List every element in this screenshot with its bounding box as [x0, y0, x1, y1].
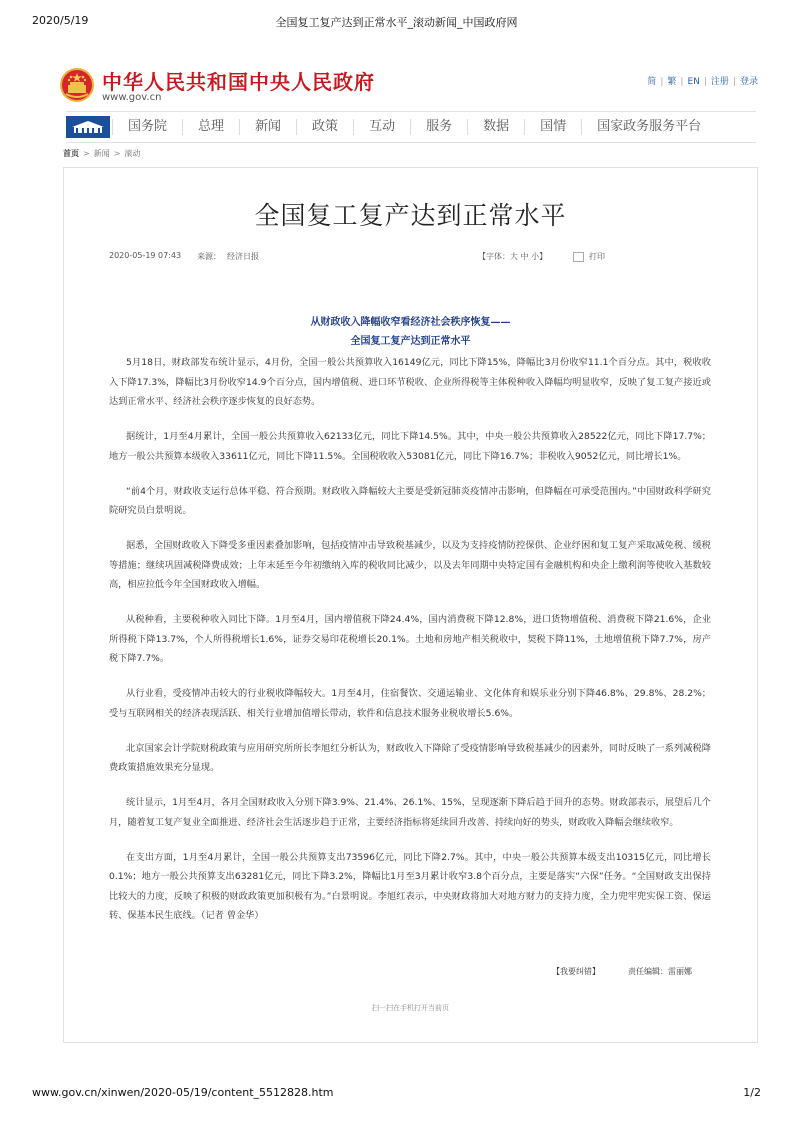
- paragraph: 5月18日，财政部发布统计显示，4月份，全国一般公共预算收入16149亿元，同比下降15%，降幅比3月份收窄11.1个百分点。其中，税收收入下降17.3%，降幅比3月份收窄14.9个百分点，国内增值税、进口环节税收、企业所得税等主体税种收入降幅均明显收窄，反映了复工复产接近或达到正常水平、经济社会秩序逐步恢复的良好态势。: [109, 357, 711, 407]
- print-button[interactable]: 打印: [589, 252, 605, 261]
- printer-icon[interactable]: [573, 252, 584, 262]
- nav-item-state-council[interactable]: 国务院: [112, 119, 182, 135]
- page-number: 1/2: [743, 1086, 761, 1099]
- print-header: [32, 14, 761, 30]
- source-name: 经济日报: [227, 252, 259, 261]
- print-url: www.gov.cn/xinwen/2020-05/19/content_5512828.htm: [32, 1086, 334, 1099]
- article-body: [109, 353, 711, 941]
- article-footer: [109, 966, 709, 978]
- site-name[interactable]: 中华人民共和国中央人民政府: [102, 70, 375, 94]
- nav-item-interaction[interactable]: 互动: [353, 119, 410, 135]
- divider: |: [660, 77, 664, 87]
- link-simplified[interactable]: 简: [647, 77, 657, 87]
- source-label: 来源：: [197, 252, 221, 261]
- breadcrumb-rolling[interactable]: 滚动: [124, 149, 141, 158]
- print-footer: [32, 1086, 761, 1102]
- subheading-line-1: 从财政收入降幅收窄看经济社会秩序恢复——: [310, 317, 511, 328]
- nav-item-services[interactable]: 服务: [410, 119, 467, 135]
- breadcrumb-home[interactable]: 首页: [63, 149, 79, 158]
- link-traditional[interactable]: 繁: [667, 77, 677, 87]
- nav-items: [112, 112, 756, 142]
- breadcrumb: [63, 148, 140, 159]
- paragraph: 北京国家会计学院财税政策与应用研究所所长李旭红分析认为，财政收入下降除了受疫情影响导致税基减少的因素外，同时反映了一系列减税降费政策措施效果充分显现。: [109, 742, 711, 773]
- nav-item-premier[interactable]: 总理: [182, 119, 239, 135]
- chevron-right-icon: >: [113, 149, 121, 158]
- link-login[interactable]: 登录: [739, 77, 758, 87]
- print-page-title: 全国复工复产达到正常水平_滚动新闻_中国政府网: [275, 16, 518, 29]
- subheading-line-2: 全国复工复产达到正常水平: [350, 336, 471, 347]
- paragraph: “前4个月，财政收支运行总体平稳、符合预期。财政收入降幅较大主要是受新冠肺炎疫情冲击影响，但降幅在可承受范围内。”中国财政科学研究院研究员白景明说。: [109, 485, 711, 516]
- breadcrumb-news[interactable]: 新闻: [93, 149, 110, 158]
- report-error-link[interactable]: 【我要纠错】: [552, 967, 600, 976]
- nav-item-national-profile[interactable]: 国情: [524, 119, 581, 135]
- qr-caption: 扫一扫在手机打开当前页: [372, 1004, 449, 1012]
- article-meta: [109, 251, 709, 263]
- publish-date: 2020-05-19 07:43: [109, 251, 182, 260]
- divider: |: [680, 77, 684, 87]
- main-nav: [66, 111, 756, 143]
- article-subheading: [63, 313, 758, 351]
- article-title: 全国复工复产达到正常水平: [254, 201, 567, 230]
- paragraph: 据统计，1月至4月累计，全国一般公共预算收入62133亿元，同比下降14.5%。其中，中央一般公共预算收入28522亿元，同比下降17.7%；地方一般公共预算本级收入33611亿元，同比下降11.5%。全国税收收入53081亿元，同比下降16.7%；非税收入9052亿元，同比增长1%。: [109, 431, 711, 462]
- responsible-editor: 责任编辑：雷丽娜: [628, 967, 692, 976]
- nav-item-service-platform[interactable]: 国家政务服务平台: [581, 119, 716, 135]
- building-icon[interactable]: [66, 116, 110, 138]
- link-register[interactable]: 注册: [710, 77, 729, 87]
- site-header: [60, 66, 760, 106]
- paragraph: 据悉，全国财政收入下降受多重因素叠加影响，包括疫情冲击导致税基减少，以及为支持疫情防控保供、企业纾困和复工复产采取减免税、缓税等措施；继续巩固减税降费成效；上年末延至今年初缴纳入库的税收同比减少，以及去年同期中央特定国有金融机构和央企上缴利润等使收入基数较高，相应拉低今年全国财政收入增幅。: [109, 540, 711, 590]
- print-date: 2020/5/19: [32, 14, 89, 27]
- site-domain: www.gov.cn: [102, 92, 162, 103]
- nav-item-news[interactable]: 新闻: [239, 119, 296, 135]
- paragraph: 从税种看，主要税种收入同比下降。1月至4月，国内增值税下降24.4%，国内消费税下降12.8%，进口货物增值税、消费税下降21.6%，企业所得税下降13.7%，个人所得税增长1.6%，证券交易印花税增长20.1%。土地和房地产相关税收中，契税下降11%，土地增值税下降7.7%，房产税下降7.7%。: [109, 614, 711, 664]
- nav-item-policy[interactable]: 政策: [296, 119, 353, 135]
- paragraph: 在支出方面，1月至4月累计，全国一般公共预算支出73596亿元，同比下降2.7%。其中，中央一般公共预算本级支出10315亿元，同比增长0.1%；地方一般公共预算支出63281亿元，同比下降3.2%，降幅比1月至3月累计收窄3.8个百分点，主要是落实“六保”任务。“全国财政支出保持比较大的力度，反映了积极的财政政策更加积极有为。”白景明说。李旭红表示，中央财政将加大对地方财力的支持力度，全力兜牢兜实保工资、保运转、保基本民生底线。（记者 曾金华）: [109, 851, 711, 921]
- chevron-right-icon: >: [83, 149, 90, 158]
- paragraph: 从行业看，受疫情冲击较大的行业税收降幅较大。1月至4月，住宿餐饮、交通运输业、文化体育和娱乐业分别下降46.8%、29.8%、28.2%；受与互联网相关的经济表现活跃、相关行业增加值增长带动，软件和信息技术服务业税收增长5.6%。: [109, 688, 711, 719]
- national-emblem-icon[interactable]: [60, 68, 94, 102]
- divider: |: [732, 77, 736, 87]
- divider: |: [703, 77, 707, 87]
- font-size-control[interactable]: 【字体：大 中 小】: [478, 252, 548, 261]
- paragraph: 统计显示，1月至4月，各月全国财政收入分别下降3.9%、21.4%、26.1%、15%，呈现逐渐下降后趋于回升的态势。财政部表示，展望后几个月，随着复工复产复业全面推进、经济社会生活逐步趋于正常，主要经济指标将延续回升改善、持续向好的势头，财政收入降幅会继续收窄。: [109, 797, 711, 828]
- link-english[interactable]: EN: [687, 77, 700, 87]
- top-links: [645, 74, 760, 87]
- nav-item-data[interactable]: 数据: [467, 119, 524, 135]
